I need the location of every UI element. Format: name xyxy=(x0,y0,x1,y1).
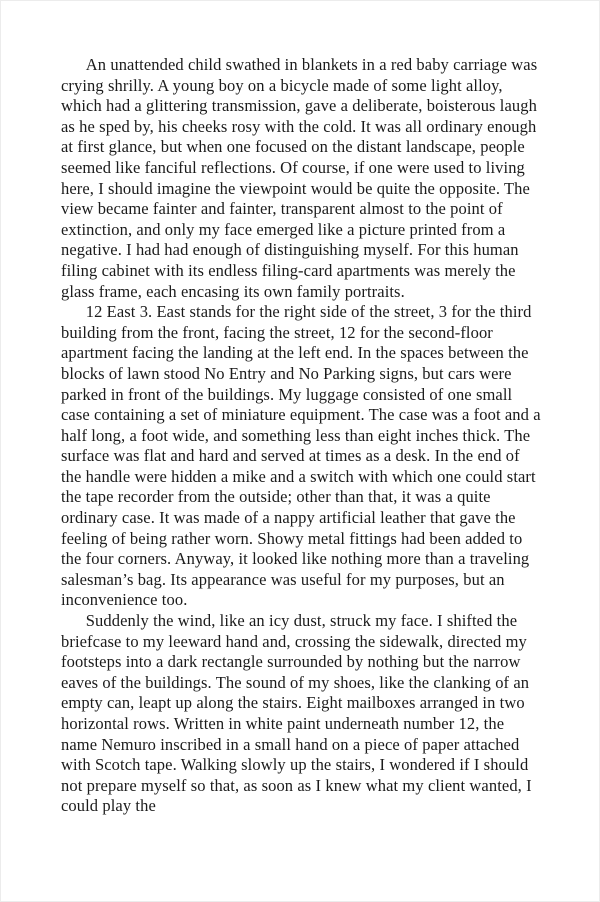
paragraph: Suddenly the wind, like an icy dust, struck my face. I shifted the briefcase to my leeward hand and, crossing the sidewalk, directed my footsteps into a dark rectangle surrounded by nothing but the narrow eaves of the buildings. The sound of my shoes, like the clanking of an empty can, leapt up along the stairs. Eight mailboxes arranged in two horizontal rows. Written in white paint underneath number 12, the name Nemuro inscribed in a small hand on a piece of paper attached with Scotch tape. Walking slowly up the stairs, I wondered if I should not prepare myself so that, as soon as I knew what my client wanted, I could play the xyxy=(61,611,532,816)
page-text-block xyxy=(61,55,543,817)
paragraph: An unattended child swathed in blankets in a red baby carriage was crying shrilly. A young boy on a bicycle made of some light alloy, which had a glittering transmission, gave a deliberate, boisterous laugh as he sped by, his cheeks rosy with the cold. It was all ordinary enough at first glance, but when one focused on the distant landscape, people seemed like fanciful reflections. Of course, if one were used to living here, I should imagine the viewpoint would be quite the opposite. The view became fainter and fainter, transparent almost to the point of extinction, and only my face emerged like a picture printed from a negative. I had had enough of distinguishing myself. For this human filing cabinet with its endless filing-card apartments was merely the glass frame, each encasing its own family portraits. xyxy=(61,55,538,301)
paragraph: 12 East 3. East stands for the right side of the street, 3 for the third building from the front, facing the street, 12 for the second-floor apartment facing the landing at the left end. In the spaces between the blocks of lawn stood No Entry and No Parking signs, but cars were parked in front of the buildings. My luggage consisted of one small case containing a set of miniature equipment. The case was a foot and a half long, a foot wide, and something less than eight inches thick. The surface was flat and hard and served at times as a desk. In the end of the handle were hidden a mike and a switch with which one could start the tape recorder from the outside; other than that, it was a quite ordinary case. It was made of a nappy artificial leather that gave the feeling of being rather worn. Showy metal fittings had been added to the four corners. Anyway, it looked like nothing more than a traveling salesman’s bag. Its appearance was useful for my purposes, but an inconvenience too. xyxy=(61,302,541,610)
